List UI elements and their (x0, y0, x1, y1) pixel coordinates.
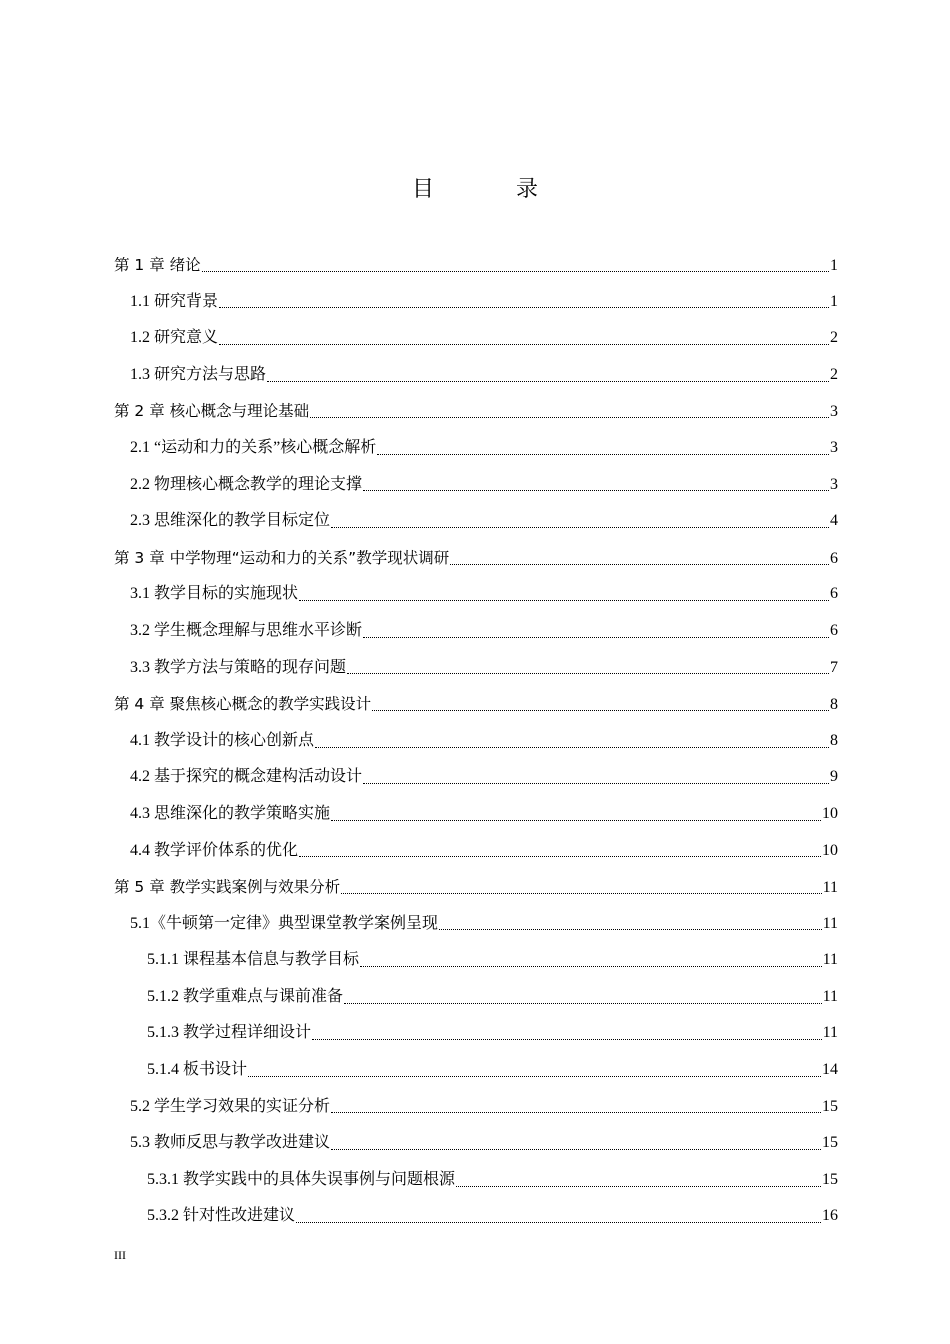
toc-entry-page-number: 9 (830, 768, 838, 786)
toc-entry-page-number: 1 (830, 292, 838, 310)
toc-dot-leader (360, 966, 822, 967)
toc-entry-title: 5.1.3 教学过程详细设计 (147, 1024, 312, 1042)
toc-entry-title: 1.1 研究背景 (130, 292, 219, 310)
toc-dot-leader (248, 1076, 821, 1077)
toc-entry-page-number: 10 (822, 841, 838, 859)
toc-entry[interactable] (114, 430, 838, 467)
toc-entry-title: 1.2 研究意义 (130, 329, 219, 347)
toc-entry-title: 5.1.4 板书设计 (147, 1061, 248, 1079)
toc-dot-leader (219, 307, 829, 308)
toc-dot-leader (331, 527, 829, 528)
toc-entry-title: 第 1 章 绪论 (114, 256, 201, 274)
toc-entry[interactable] (114, 796, 838, 833)
toc-dot-leader (450, 564, 829, 565)
toc-entry-page-number: 15 (822, 1097, 838, 1115)
table-of-contents (114, 247, 838, 1235)
toc-entry-title: 第 4 章 聚焦核心概念的教学实践设计 (114, 695, 372, 714)
toc-entry[interactable] (114, 613, 838, 650)
toc-dot-leader (341, 893, 821, 894)
toc-dot-leader (267, 381, 829, 382)
toc-entry-page-number: 15 (822, 1134, 838, 1152)
toc-entry-title: 2.2 物理核心概念教学的理论支撑 (130, 475, 363, 493)
toc-dot-leader (363, 783, 829, 784)
toc-entry-title: 4.4 教学评价体系的优化 (130, 841, 299, 859)
toc-entry-title: 5.1.2 教学重难点与课前准备 (147, 987, 344, 1005)
toc-entry-page-number: 2 (830, 365, 838, 383)
toc-entry-page-number: 11 (822, 951, 838, 969)
toc-entry-page-number: 6 (830, 549, 838, 567)
toc-entry[interactable] (114, 540, 838, 577)
toc-entry[interactable] (114, 723, 838, 760)
toc-entry-title: 4.1 教学设计的核心创新点 (130, 731, 315, 749)
toc-dot-leader (344, 1003, 822, 1004)
toc-entry-page-number: 3 (830, 438, 838, 456)
toc-dot-leader (377, 454, 829, 455)
toc-entry-page-number: 15 (822, 1170, 838, 1188)
toc-entry-page-number: 11 (822, 879, 838, 897)
toc-entry[interactable] (114, 1015, 838, 1052)
toc-entry-page-number: 3 (830, 403, 838, 421)
toc-entry-page-number: 8 (830, 696, 838, 714)
toc-entry-title: 2.3 思维深化的教学目标定位 (130, 512, 331, 530)
toc-dot-leader (296, 1222, 821, 1223)
toc-dot-leader (315, 747, 829, 748)
toc-entry-title: 第 3 章 中学物理“运动和力的关系”教学现状调研 (114, 548, 450, 567)
toc-entry[interactable] (114, 686, 838, 723)
toc-entry-page-number: 11 (822, 987, 838, 1005)
toc-entry-title: 3.3 教学方法与策略的现存问题 (130, 658, 347, 676)
toc-dot-leader (299, 600, 829, 601)
toc-dot-leader (312, 1039, 822, 1040)
toc-dot-leader (202, 271, 829, 272)
toc-dot-leader (439, 929, 822, 930)
toc-entry-title: 第 2 章 核心概念与理论基础 (114, 402, 310, 421)
toc-dot-leader (456, 1186, 821, 1187)
toc-entry-page-number: 14 (822, 1061, 838, 1079)
toc-entry[interactable] (114, 833, 838, 870)
toc-entry-title: 4.2 基于探究的概念建构活动设计 (130, 768, 363, 786)
toc-entry-page-number: 2 (830, 329, 838, 347)
toc-entry-title: 5.1.1 课程基本信息与教学目标 (147, 951, 360, 969)
toc-entry-page-number: 6 (830, 621, 838, 639)
toc-entry[interactable] (114, 869, 838, 906)
toc-dot-leader (331, 820, 821, 821)
toc-dot-leader (299, 856, 821, 857)
toc-entry[interactable] (114, 467, 838, 504)
toc-entry-title: 第 5 章 教学实践案例与效果分析 (114, 878, 341, 897)
toc-entry[interactable] (114, 1162, 838, 1199)
toc-entry[interactable] (114, 357, 838, 394)
toc-entry-page-number: 6 (830, 585, 838, 603)
toc-entry-title: 5.3.2 针对性改进建议 (147, 1207, 296, 1225)
toc-entry-page-number: 1 (830, 257, 838, 274)
toc-entry[interactable] (114, 1052, 838, 1089)
toc-entry-page-number: 7 (830, 658, 838, 676)
toc-dot-leader (219, 344, 829, 345)
toc-entry-page-number: 11 (822, 1024, 838, 1042)
toc-entry-page-number: 11 (822, 914, 838, 932)
page-title: 目 录 (411, 177, 568, 202)
toc-entry[interactable] (114, 1125, 838, 1162)
toc-entry[interactable] (114, 759, 838, 796)
toc-entry-title: 4.3 思维深化的教学策略实施 (130, 804, 331, 822)
toc-entry[interactable] (114, 503, 838, 540)
toc-entry-title: 2.1 “运动和力的关系”核心概念解析 (130, 438, 377, 456)
toc-dot-leader (372, 710, 829, 711)
toc-entry[interactable] (114, 1089, 838, 1126)
toc-entry[interactable] (114, 320, 838, 357)
toc-entry[interactable] (114, 284, 838, 321)
toc-entry-title: 3.1 教学目标的实施现状 (130, 585, 299, 603)
toc-entry-title: 3.2 学生概念理解与思维水平诊断 (130, 621, 363, 639)
toc-entry-page-number: 3 (830, 475, 838, 493)
toc-entry-title: 5.3.1 教学实践中的具体失误事例与问题根源 (147, 1170, 456, 1188)
toc-dot-leader (331, 1149, 821, 1150)
toc-entry[interactable] (114, 906, 838, 943)
toc-entry-title: 5.1《牛顿第一定律》典型课堂教学案例呈现 (130, 914, 439, 932)
toc-dot-leader (363, 637, 829, 638)
toc-dot-leader (347, 673, 829, 674)
toc-entry[interactable] (114, 1198, 838, 1235)
toc-dot-leader (310, 417, 829, 418)
toc-entry[interactable] (114, 393, 838, 430)
toc-entry-title: 1.3 研究方法与思路 (130, 365, 267, 383)
toc-dot-leader (363, 490, 829, 491)
toc-entry[interactable] (114, 979, 838, 1016)
toc-entry-page-number: 8 (830, 731, 838, 749)
toc-entry[interactable] (114, 247, 838, 284)
toc-entry-title: 5.2 学生学习效果的实证分析 (130, 1097, 331, 1115)
toc-entry[interactable] (114, 650, 838, 687)
toc-entry-page-number: 16 (822, 1207, 838, 1225)
toc-entry[interactable] (114, 942, 838, 979)
toc-entry[interactable] (114, 576, 838, 613)
toc-entry-title: 5.3 教师反思与教学改进建议 (130, 1134, 331, 1152)
toc-entry-page-number: 4 (830, 512, 838, 530)
toc-entry-page-number: 10 (822, 804, 838, 822)
footer-page-number: III (114, 1248, 126, 1262)
toc-dot-leader (331, 1112, 821, 1113)
